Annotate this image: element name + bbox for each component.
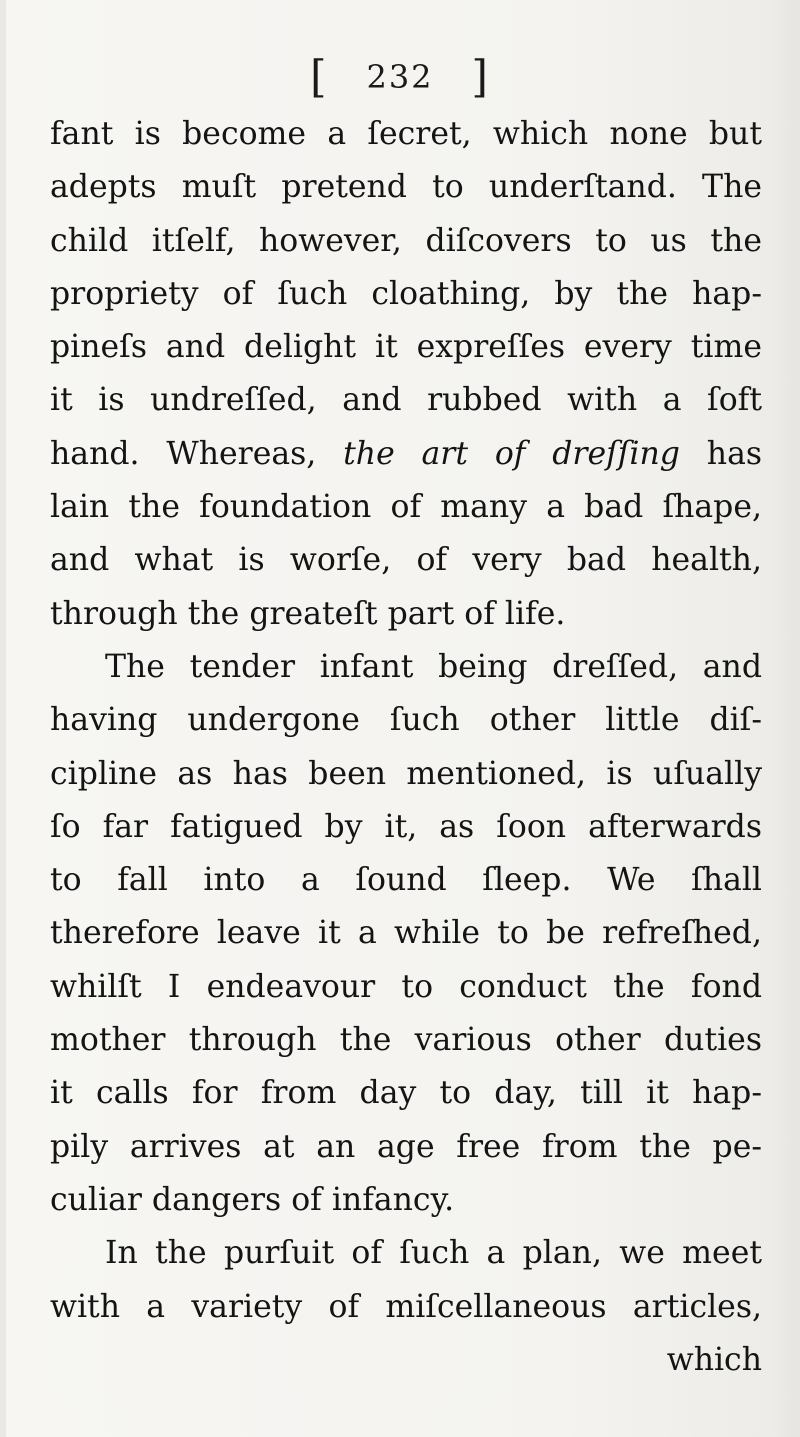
text-line: to fall into a ſound ſleep. We ſhall bbox=[50, 862, 762, 899]
catchword: which bbox=[666, 1341, 762, 1378]
left-bracket: [ bbox=[310, 50, 329, 103]
text-line: adepts muſt pretend to underſtand. The bbox=[50, 169, 762, 206]
paragraph-start-line: In the purſuit of ſuch a plan, we meet bbox=[105, 1235, 762, 1272]
text-line: and what is worſe, of very bad health, bbox=[50, 542, 762, 579]
text-line: pineſs and delight it expreſſes every time bbox=[50, 329, 762, 366]
text-line: it calls for from day to day, till it hap- bbox=[50, 1075, 762, 1112]
text-line: it is undreſſed, and rubbed with a ſoft bbox=[50, 382, 762, 419]
text-line: with a variety of miſcellaneous articles, bbox=[50, 1288, 762, 1325]
text-line: pily arrives at an age free from the pe- bbox=[50, 1128, 762, 1165]
text-line: mother through the various other duties bbox=[50, 1022, 762, 1059]
body-text bbox=[50, 108, 762, 1387]
text-line: through the greateſt part of life. bbox=[50, 595, 566, 632]
page-left-edge bbox=[0, 0, 6, 1437]
text-line: having undergone ſuch other little diſ- bbox=[50, 702, 762, 739]
text-line: propriety of ſuch cloathing, by the hap- bbox=[50, 275, 762, 312]
text-segment: hand. Whereas, bbox=[50, 435, 317, 472]
text-line: cipline as has been mentioned, is uſually bbox=[50, 755, 762, 792]
page-gutter-shadow bbox=[772, 0, 800, 1437]
paragraph-start-line: The tender infant being dreſſed, and bbox=[105, 648, 762, 685]
right-bracket: ] bbox=[471, 50, 490, 103]
text-line: ſo far fatigued by it, as ſoon afterwards bbox=[50, 808, 762, 845]
text-segment: has bbox=[706, 435, 763, 472]
text-line: lain the foundation of many a bad ſhape, bbox=[50, 489, 762, 526]
page-header bbox=[0, 52, 800, 101]
page-number: 232 bbox=[366, 58, 434, 96]
text-line: culiar dangers of infancy. bbox=[50, 1181, 455, 1218]
italic-phrase: the art of dreſſing bbox=[343, 435, 680, 472]
text-line: whilſt I endeavour to conduct the fond bbox=[50, 968, 762, 1005]
text-line: fant is become a ſecret, which none but bbox=[50, 116, 762, 152]
text-line: child itſelf, however, diſcovers to us the bbox=[50, 222, 762, 259]
text-line-with-italic bbox=[50, 428, 762, 481]
text-line: therefore leave it a while to be refreſhed, bbox=[50, 915, 762, 952]
